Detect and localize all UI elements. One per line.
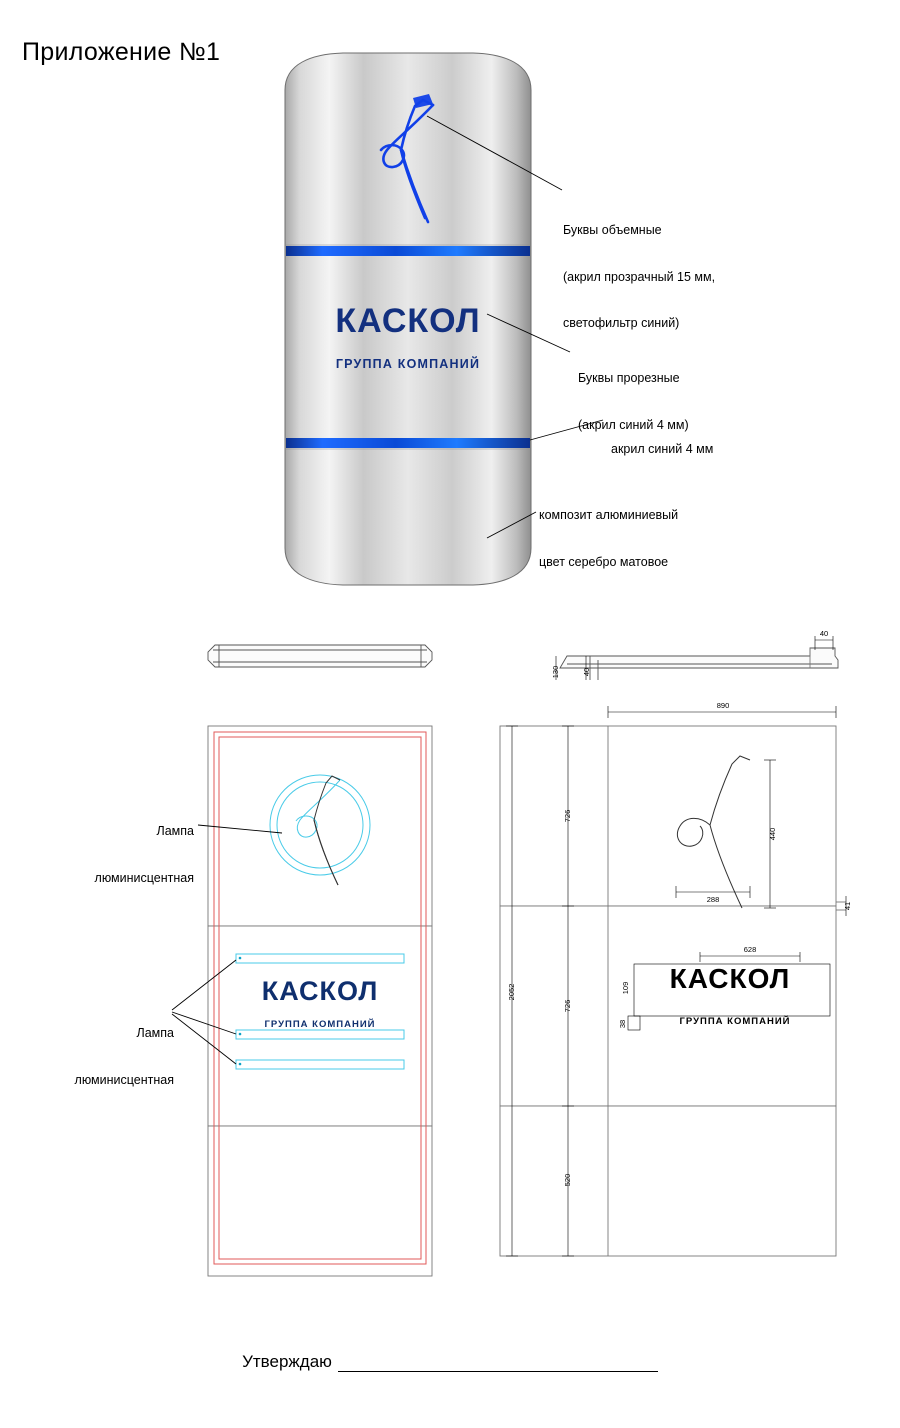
dim-edge-detail: 41 [843, 901, 852, 911]
svg-text:КАСКОЛ: КАСКОЛ [335, 302, 481, 340]
dim-wordmark-width: 628 [743, 945, 757, 954]
dim-wordmark-cap-height: 109 [621, 981, 630, 995]
dim-overall-width: 890 [716, 701, 730, 710]
svg-text:КАСКОЛ: КАСКОЛ [261, 976, 379, 1006]
callout-line: люминисцентная [94, 870, 194, 885]
svg-text:ГРУППА КОМПАНИЙ: ГРУППА КОМПАНИЙ [264, 1019, 376, 1030]
technical-drawings [0, 620, 900, 1320]
svg-text:ГРУППА КОМПАНИЙ: ГРУППА КОМПАНИЙ [335, 357, 481, 371]
page-title: Приложение №1 [22, 38, 221, 66]
dim-top-thickness: 40 [819, 629, 829, 638]
callout-line: (акрил синий 4 мм) [578, 417, 689, 432]
dim-side-small: 40 [582, 667, 591, 677]
dim-logo-mark-width: 288 [706, 895, 720, 904]
approval-footer [0, 1352, 900, 1372]
callout-line: Буквы прорезные [578, 371, 680, 385]
callout-line: светофильтр синий) [563, 316, 680, 330]
callout-line: люминисцентная [74, 1072, 174, 1087]
callout-aluminium-composite [539, 477, 678, 601]
dim-side-depth: 130 [551, 665, 560, 679]
callout-line: композит алюминиевый [539, 508, 679, 522]
callout-line: Лампа [156, 824, 194, 838]
left-plan-view [208, 645, 432, 667]
approval-label: Утверждаю [242, 1352, 332, 1371]
dim-panel-bottom-height: 520 [563, 1173, 572, 1187]
callout-volumetric-letters [563, 192, 715, 363]
callout-line: (акрил прозрачный 15 мм, [563, 269, 716, 284]
svg-text:ГРУППА КОМПАНИЙ: ГРУППА КОМПАНИЙ [679, 1016, 791, 1027]
svg-text:КАСКОЛ: КАСКОЛ [669, 963, 791, 994]
dim-panel-mid-height: 726 [563, 999, 572, 1013]
right-side-view [560, 648, 838, 680]
callout-lamp-middle [44, 995, 174, 1119]
dim-logo-mark-height: 440 [768, 827, 777, 841]
callout-line: цвет серебро матовое [539, 554, 669, 569]
dim-tagline-height: 38 [618, 1019, 627, 1029]
dim-total-height: 2052 [507, 983, 516, 1001]
callout-line: акрил синий 4 мм [611, 442, 714, 456]
callout-leaders-top [0, 0, 900, 620]
callout-lamp-top [64, 793, 194, 917]
dim-panel-top-height: 726 [563, 809, 572, 823]
signature-line [338, 1355, 658, 1372]
callout-line: Лампа [136, 1026, 174, 1040]
callout-line: Буквы объемные [563, 223, 662, 237]
